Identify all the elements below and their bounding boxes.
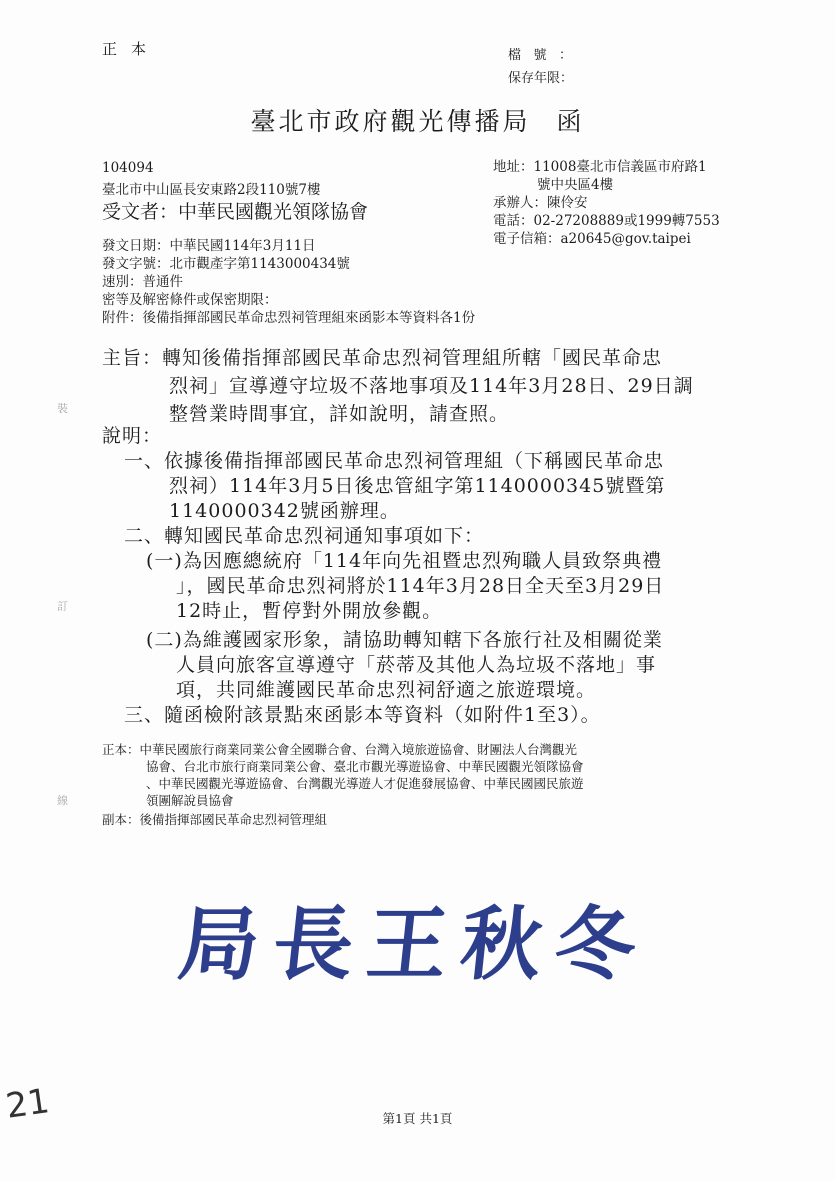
document-kind: 函 [556, 107, 585, 136]
retention-period-label [508, 67, 572, 86]
explanation-item1-line2: 烈祠）114年3月5日後忠管組字第1140000345號暨第 [169, 475, 666, 497]
distribution-original-line3: 、中華民國觀光導遊協會、台灣觀光導遊人才促進發展協會、中華民國國民旅遊 [146, 776, 584, 791]
issue-number: 發文字號：北市觀產字第1143000434號 [102, 256, 350, 272]
explanation-sub1-line2: 」，國民革命忠烈祠將於114年3月28日全天至3月29日 [176, 575, 665, 597]
distribution-copy-line: 副本：後備指揮部國民革命忠烈祠管理組 [102, 812, 328, 827]
explanation-sub2-line2: 人員向旅客宣導遵守「菸蒂及其他人為垃圾不落地」事 [176, 654, 657, 676]
attachment-line: 附件：後備指揮部國民革命忠烈祠管理組來函影本等資料各1份 [102, 310, 476, 326]
contact-phone: 電話：02-27208889或1999轉7553 [493, 213, 720, 229]
subject-line2: 烈祠」宣導遵守垃圾不落地事項及114年3月28日、29日調 [169, 375, 694, 397]
archive-number-text: 檔號： [508, 48, 572, 63]
binding-mark-ding: 訂 [57, 600, 68, 613]
explanation-item3-line1: 三、隨函檢附該景點來函影本等資料（如附件1至3）。 [124, 704, 601, 726]
issue-date: 發文日期：中華民國114年3月11日 [102, 238, 316, 254]
recipient-line: 受文者：中華民國觀光領隊協會 [102, 201, 369, 223]
explanation-sub1-line3: 12時止，暫停對外開放參觀。 [176, 600, 443, 622]
contact-address-line2: 號中央區4樓 [537, 177, 614, 193]
archive-number-label [508, 44, 572, 63]
binding-mark-xian: 線 [57, 794, 68, 807]
subject-line1: 主旨：轉知後備指揮部國民革命忠烈祠管理組所轄「國民革命忠 [102, 347, 663, 369]
contact-email: 電子信箱：a20645@gov.taipei [493, 231, 691, 247]
explanation-item2-line1: 二、轉知國民革命忠烈祠通知事項如下： [124, 525, 485, 547]
explanation-item1-line3: 1140000342號函辦理。 [169, 500, 400, 522]
contact-officer: 承辦人：陳伶安 [493, 195, 588, 211]
distribution-original-line2: 協會、台北市旅行商業同業公會、臺北市觀光導遊協會、中華民國觀光領隊協會 [146, 759, 584, 774]
recipient-address: 臺北市中山區長安東路2段110號7樓 [102, 182, 321, 198]
postal-code: 104094 [102, 160, 154, 176]
distribution-original-line4: 領團解說員協會 [146, 793, 234, 808]
director-signature-stamp: 局長王秋冬 [174, 897, 655, 991]
delivery-speed: 速別：普通件 [102, 274, 183, 290]
contact-address-line1: 地址：11008臺北市信義區市府路1 [493, 159, 707, 175]
copy-type-label: 正本 [102, 40, 161, 58]
explanation-sub1-line1: (一)為因應總統府「114年向先祖暨忠烈殉職人員致祭典禮 [146, 550, 663, 572]
explanation-sub2-line1: (二)為維護國家形象，請協助轉知轄下各旅行社及相關從業 [146, 629, 663, 651]
page-number: 第1頁 共1頁 [382, 1111, 453, 1126]
explanation-label: 說明： [102, 425, 163, 447]
retention-period-text: 保存年限： [508, 71, 574, 86]
binding-mark-zhuang: 裝 [57, 402, 68, 415]
handwritten-note: 21 [3, 1081, 52, 1127]
agency-name: 臺北市政府觀光傳播局 [250, 107, 531, 136]
subject-line3: 整營業時間事宜，詳如說明，請查照。 [169, 403, 510, 425]
security-level: 密等及解密條件或保密期限： [102, 292, 278, 308]
document-title [0, 102, 835, 138]
distribution-original-line1: 正本：中華民國旅行商業同業公會全國聯合會、台灣入境旅遊協會、財團法人台灣觀光 [102, 742, 578, 757]
explanation-sub2-line3: 項，共同維護國民革命忠烈祠舒適之旅遊環境。 [176, 679, 597, 701]
explanation-item1-line1: 一、依據後備指揮部國民革命忠烈祠管理組（下稱國民革命忠 [124, 450, 665, 472]
